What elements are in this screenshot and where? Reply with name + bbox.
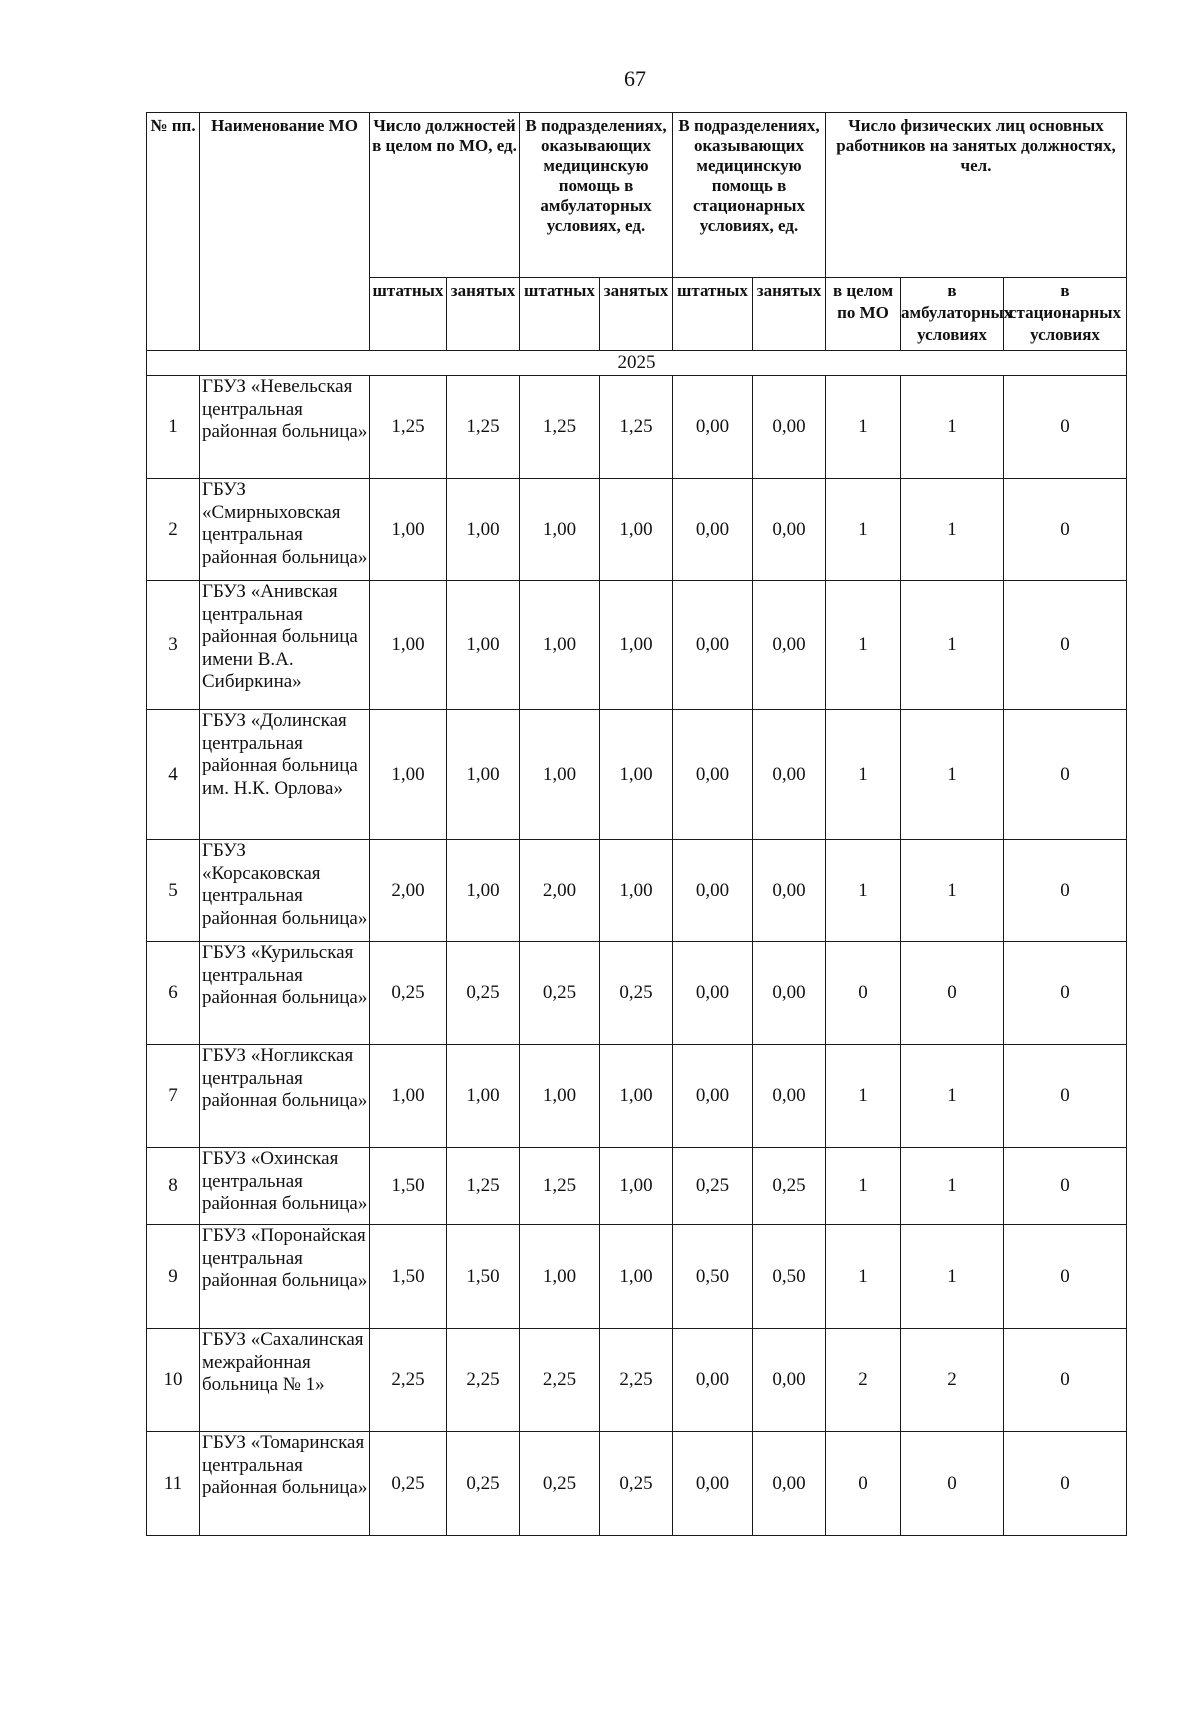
table-row (147, 1045, 1127, 1148)
inpatient-staff-cell: 0,00 (673, 1432, 753, 1536)
inpatient-staff-cell: 0,00 (673, 1329, 753, 1432)
outpatient-staff-cell: 1,00 (520, 1045, 600, 1148)
outpatient-occupied-cell: 1,00 (600, 840, 673, 942)
persons-inpatient-cell: 0 (1004, 942, 1127, 1045)
persons-total-mo-cell: 0 (826, 1432, 901, 1536)
subheader-staff: штатных (370, 278, 447, 351)
inpatient-staff-cell: 0,50 (673, 1225, 753, 1329)
persons-inpatient-cell: 0 (1004, 710, 1127, 840)
persons-inpatient-cell: 0 (1004, 1329, 1127, 1432)
positions-staff-cell: 0,25 (370, 1432, 447, 1536)
subheader-staff: штатных (673, 278, 753, 351)
persons-total-mo-cell: 1 (826, 1148, 901, 1225)
positions-occupied-cell: 0,25 (447, 1432, 520, 1536)
outpatient-occupied-cell: 2,25 (600, 1329, 673, 1432)
persons-inpatient-cell: 0 (1004, 1225, 1127, 1329)
organization-name: ГБУЗ «Невельская центральная районная больница» (200, 376, 370, 479)
persons-inpatient-cell: 0 (1004, 1045, 1127, 1148)
persons-outpatient-cell: 1 (901, 1148, 1004, 1225)
inpatient-occupied-cell: 0,50 (753, 1225, 826, 1329)
persons-total-mo-cell: 2 (826, 1329, 901, 1432)
persons-outpatient-cell: 0 (901, 1432, 1004, 1536)
inpatient-staff-cell: 0,00 (673, 942, 753, 1045)
positions-occupied-cell: 1,00 (447, 479, 520, 581)
table-row (147, 840, 1127, 942)
row-number: 4 (147, 710, 200, 840)
persons-total-mo-cell: 1 (826, 840, 901, 942)
inpatient-staff-cell: 0,00 (673, 1045, 753, 1148)
positions-staff-cell: 2,25 (370, 1329, 447, 1432)
persons-inpatient-cell: 0 (1004, 1432, 1127, 1536)
positions-occupied-cell: 1,00 (447, 840, 520, 942)
subheader-total-mo: в целом по МО (826, 278, 901, 351)
table-row (147, 1329, 1127, 1432)
subheader-occupied: занятых (447, 278, 520, 351)
row-number: 5 (147, 840, 200, 942)
inpatient-staff-cell: 0,00 (673, 479, 753, 581)
positions-staff-cell: 1,00 (370, 479, 447, 581)
table-row (147, 479, 1127, 581)
inpatient-staff-cell: 0,00 (673, 376, 753, 479)
header-positions-total: Число должностей в целом по МО, ед. (370, 113, 520, 278)
positions-staff-cell: 1,50 (370, 1225, 447, 1329)
positions-staff-cell: 0,25 (370, 942, 447, 1045)
outpatient-occupied-cell: 1,25 (600, 376, 673, 479)
outpatient-staff-cell: 2,25 (520, 1329, 600, 1432)
outpatient-occupied-cell: 1,00 (600, 1225, 673, 1329)
positions-occupied-cell: 1,25 (447, 376, 520, 479)
header-inpatient: В подразделениях, оказывающих медицинскую помощь в стационарных условиях, ед. (673, 113, 826, 278)
persons-inpatient-cell: 0 (1004, 376, 1127, 479)
row-number: 10 (147, 1329, 200, 1432)
persons-inpatient-cell: 0 (1004, 1148, 1127, 1225)
persons-total-mo-cell: 1 (826, 581, 901, 710)
persons-outpatient-cell: 2 (901, 1329, 1004, 1432)
inpatient-occupied-cell: 0,25 (753, 1148, 826, 1225)
organization-name: ГБУЗ «Долинская центральная районная больница им. Н.К. Орлова» (200, 710, 370, 840)
persons-total-mo-cell: 0 (826, 942, 901, 1045)
positions-staff-cell: 1,25 (370, 376, 447, 479)
organization-name: ГБУЗ «Смирныховская центральная районная больница» (200, 479, 370, 581)
inpatient-occupied-cell: 0,00 (753, 1329, 826, 1432)
organization-name: ГБУЗ «Томаринская центральная районная больница» (200, 1432, 370, 1536)
positions-occupied-cell: 1,00 (447, 1045, 520, 1148)
inpatient-occupied-cell: 0,00 (753, 1045, 826, 1148)
row-number: 7 (147, 1045, 200, 1148)
table-row (147, 376, 1127, 479)
row-number: 8 (147, 1148, 200, 1225)
inpatient-staff-cell: 0,00 (673, 581, 753, 710)
header-num: № пп. (147, 113, 200, 351)
year-label: 2025 (147, 351, 1127, 376)
organization-name: ГБУЗ «Охинская центральная районная больница» (200, 1148, 370, 1225)
persons-total-mo-cell: 1 (826, 1225, 901, 1329)
outpatient-staff-cell: 1,25 (520, 1148, 600, 1225)
table-row (147, 581, 1127, 710)
positions-occupied-cell: 1,00 (447, 710, 520, 840)
header-outpatient: В подразделениях, оказывающих медицинскую помощь в амбулаторных условиях, ед. (520, 113, 673, 278)
row-number: 3 (147, 581, 200, 710)
outpatient-staff-cell: 1,00 (520, 479, 600, 581)
positions-staff-cell: 1,00 (370, 710, 447, 840)
inpatient-occupied-cell: 0,00 (753, 840, 826, 942)
outpatient-staff-cell: 1,25 (520, 376, 600, 479)
inpatient-staff-cell: 0,25 (673, 1148, 753, 1225)
outpatient-occupied-cell: 1,00 (600, 1148, 673, 1225)
outpatient-occupied-cell: 1,00 (600, 1045, 673, 1148)
subheader-occupied: занятых (753, 278, 826, 351)
persons-inpatient-cell: 0 (1004, 581, 1127, 710)
outpatient-staff-cell: 2,00 (520, 840, 600, 942)
header-name: Наименование МО (200, 113, 370, 351)
row-number: 1 (147, 376, 200, 479)
subheader-inpatient: в стационарных условиях (1004, 278, 1127, 351)
persons-outpatient-cell: 1 (901, 581, 1004, 710)
table-row (147, 1432, 1127, 1536)
inpatient-staff-cell: 0,00 (673, 710, 753, 840)
persons-total-mo-cell: 1 (826, 710, 901, 840)
outpatient-staff-cell: 0,25 (520, 942, 600, 1045)
outpatient-staff-cell: 1,00 (520, 1225, 600, 1329)
subheader-outpatient: в амбулаторных условиях (901, 278, 1004, 351)
outpatient-staff-cell: 1,00 (520, 710, 600, 840)
outpatient-occupied-cell: 0,25 (600, 1432, 673, 1536)
row-number: 11 (147, 1432, 200, 1536)
positions-occupied-cell: 1,00 (447, 581, 520, 710)
persons-total-mo-cell: 1 (826, 1045, 901, 1148)
outpatient-staff-cell: 1,00 (520, 581, 600, 710)
inpatient-occupied-cell: 0,00 (753, 376, 826, 479)
year-row (147, 351, 1127, 376)
positions-staff-cell: 2,00 (370, 840, 447, 942)
outpatient-occupied-cell: 1,00 (600, 479, 673, 581)
persons-inpatient-cell: 0 (1004, 840, 1127, 942)
positions-occupied-cell: 1,25 (447, 1148, 520, 1225)
positions-staff-cell: 1,00 (370, 581, 447, 710)
persons-outpatient-cell: 1 (901, 1225, 1004, 1329)
row-number: 9 (147, 1225, 200, 1329)
organization-name: ГБУЗ «Курильская центральная районная больница» (200, 942, 370, 1045)
row-number: 2 (147, 479, 200, 581)
inpatient-occupied-cell: 0,00 (753, 1432, 826, 1536)
inpatient-occupied-cell: 0,00 (753, 710, 826, 840)
staffing-table (146, 112, 1127, 1536)
persons-outpatient-cell: 1 (901, 840, 1004, 942)
positions-staff-cell: 1,00 (370, 1045, 447, 1148)
table-row (147, 1225, 1127, 1329)
positions-occupied-cell: 2,25 (447, 1329, 520, 1432)
inpatient-occupied-cell: 0,00 (753, 581, 826, 710)
persons-total-mo-cell: 1 (826, 376, 901, 479)
outpatient-occupied-cell: 1,00 (600, 710, 673, 840)
persons-total-mo-cell: 1 (826, 479, 901, 581)
persons-outpatient-cell: 1 (901, 710, 1004, 840)
table-row (147, 1148, 1127, 1225)
positions-occupied-cell: 0,25 (447, 942, 520, 1045)
organization-name: ГБУЗ «Сахалинская межрайонная больница № 1» (200, 1329, 370, 1432)
table-row (147, 942, 1127, 1045)
organization-name: ГБУЗ «Анивская центральная районная больница имени В.А. Сибиркина» (200, 581, 370, 710)
header-row (147, 113, 1127, 278)
outpatient-staff-cell: 0,25 (520, 1432, 600, 1536)
page-number: 67 (624, 66, 646, 91)
persons-outpatient-cell: 1 (901, 479, 1004, 581)
persons-inpatient-cell: 0 (1004, 479, 1127, 581)
organization-name: ГБУЗ «Ногликская центральная районная больница» (200, 1045, 370, 1148)
inpatient-staff-cell: 0,00 (673, 840, 753, 942)
row-number: 6 (147, 942, 200, 1045)
header-persons: Число физических лиц основных работников на занятых должностях, чел. (826, 113, 1127, 278)
positions-occupied-cell: 1,50 (447, 1225, 520, 1329)
subheader-occupied: занятых (600, 278, 673, 351)
positions-staff-cell: 1,50 (370, 1148, 447, 1225)
persons-outpatient-cell: 1 (901, 376, 1004, 479)
organization-name: ГБУЗ «Корсаковская центральная районная больница» (200, 840, 370, 942)
organization-name: ГБУЗ «Поронайская центральная районная больница» (200, 1225, 370, 1329)
persons-outpatient-cell: 0 (901, 942, 1004, 1045)
subheader-staff: штатных (520, 278, 600, 351)
persons-outpatient-cell: 1 (901, 1045, 1004, 1148)
inpatient-occupied-cell: 0,00 (753, 942, 826, 1045)
table-row (147, 710, 1127, 840)
outpatient-occupied-cell: 0,25 (600, 942, 673, 1045)
outpatient-occupied-cell: 1,00 (600, 581, 673, 710)
inpatient-occupied-cell: 0,00 (753, 479, 826, 581)
